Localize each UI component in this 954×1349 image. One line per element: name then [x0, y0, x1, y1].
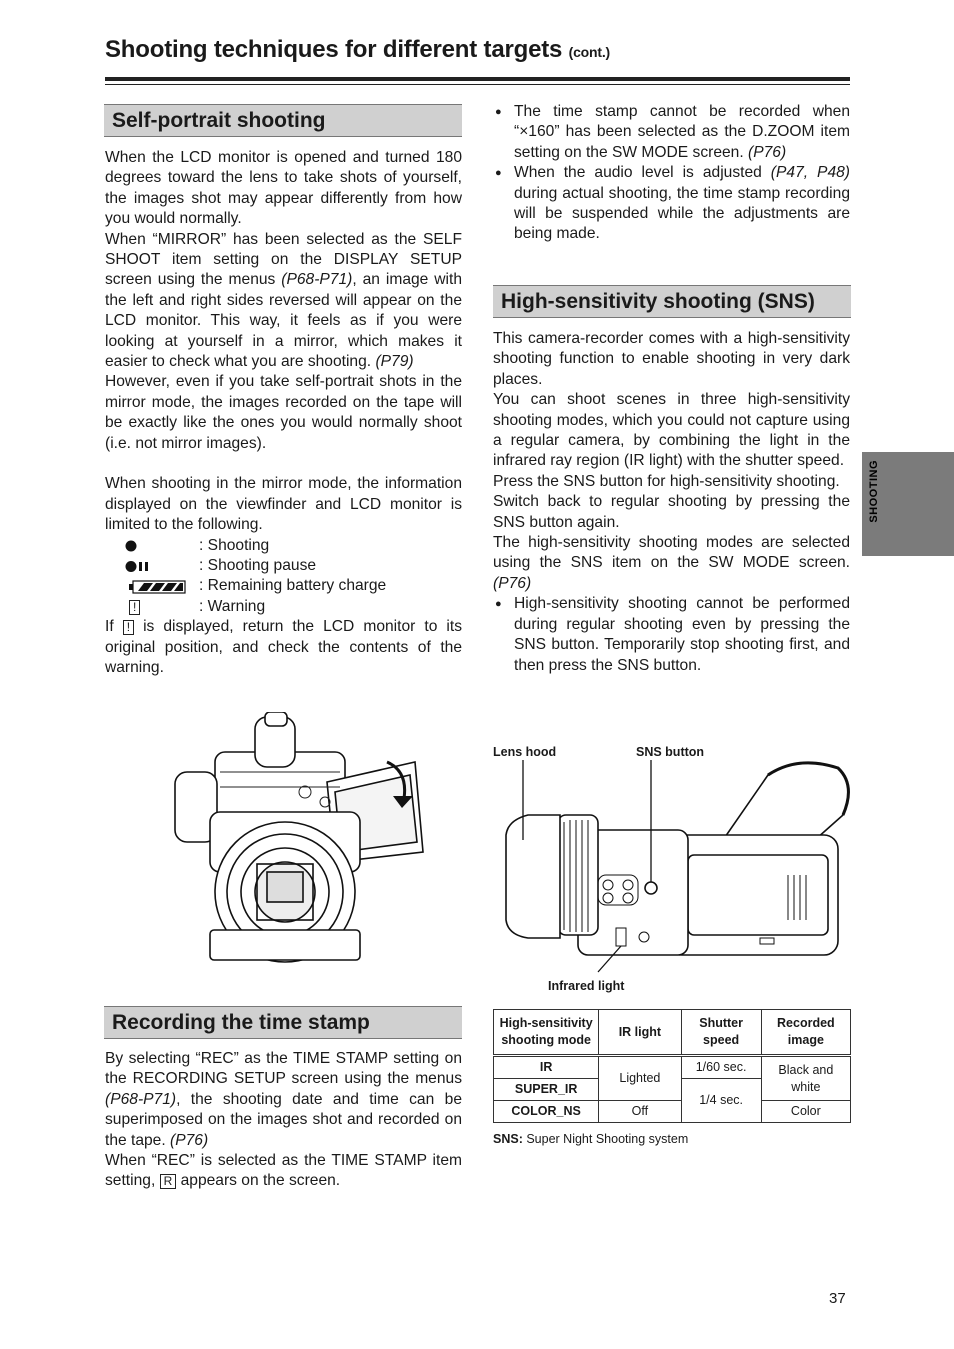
col-header: Recorded image: [761, 1010, 850, 1056]
page-number: 37: [829, 1290, 846, 1307]
mode-cell: IR: [494, 1056, 599, 1079]
self-portrait-p5: If ! is displayed, return the LCD monitor to its original position, and check the contents of the warning.: [105, 618, 463, 677]
legend-row: : Shooting: [105, 536, 462, 556]
pause-icon: [105, 560, 199, 573]
section-side-tab: SHOOTING: [862, 452, 954, 556]
self-portrait-heading: Self-portrait shooting: [104, 104, 462, 137]
image-cell: Black and white: [761, 1056, 850, 1101]
sns-body: [493, 329, 850, 676]
self-portrait-body: [105, 148, 462, 678]
time-stamp-p1: By selecting “REC” as the TIME STAMP setting on the RECORDING SETUP screen using the menus (P68-P71), the shooting date and time can be superimposed on the images shot and recorded on the tape. (P76): [105, 1050, 462, 1149]
page-title: Shooting techniques for different targets (cont.): [105, 36, 610, 63]
label-sns-button: SNS button: [636, 745, 705, 759]
time-stamp-note-2: ● When the audio level is adjusted (P47, P48) during actual shooting, the time stamp recording will be suspended while the adjustments are being made.: [493, 163, 850, 245]
sns-p4: Switch back to regular shooting by pressing the SNS button again.: [493, 493, 850, 531]
mode-cell: COLOR_NS: [494, 1101, 599, 1123]
sns-mode-table: [493, 1009, 851, 1123]
sns-note-1: ● High-sensitivity shooting cannot be performed during regular shooting even by pressing the SNS button. Temporarily stop shooting first, and then press the SNS button.: [493, 594, 850, 676]
time-stamp-notes: [493, 102, 850, 245]
legend-row: : Remaining battery charge: [105, 576, 462, 596]
time-stamp-body: [105, 1049, 462, 1192]
title-cont: (cont.): [568, 44, 610, 60]
ir-cell: Off: [599, 1101, 681, 1123]
self-portrait-p3: However, even if you take self-portrait shots in the mirror mode, the images recorded on the tape will be exactly like the ones you would normally shoot (i.e. not mirror images).: [105, 373, 462, 452]
battery-icon: [105, 580, 199, 594]
self-portrait-p2: When “MIRROR” has been selected as the SELF SHOOT item setting on the DISPLAY SETUP screen using the menus (P68-P71), an image with the left and right sides reversed will appear on the LCD monitor. This way, it feels as if you were looking at yourself in a mirror, which makes it easier to check what you are shooting. (P79): [105, 230, 462, 371]
speed-cell: 1/4 sec.: [681, 1079, 761, 1123]
table-row: [494, 1056, 851, 1079]
legend-row: ! : Warning: [105, 597, 462, 617]
speed-cell: 1/60 sec.: [681, 1056, 761, 1079]
label-infrared-light: Infrared light: [548, 979, 625, 993]
mode-cell: SUPER_IR: [494, 1079, 599, 1101]
table-row: [494, 1101, 851, 1123]
mirror-legend: [105, 536, 462, 618]
time-stamp-note-1: ● The time stamp cannot be recorded when “×160” has been selected as the D.ZOOM item setting on the SW MODE screen. (P76): [493, 102, 850, 163]
warning-icon: !: [123, 620, 134, 635]
sns-p2: You can shoot scenes in three high-sensitivity shooting modes, which you could not capture using a regular camera, by combining the light in the infrared ray region (IR light) with the shutter speed.: [493, 391, 850, 470]
time-stamp-p2: When “REC” is selected as the TIME STAMP item setting, R appears on the screen.: [105, 1152, 462, 1190]
header-rule: [105, 77, 850, 81]
warning-icon: !: [105, 600, 199, 615]
image-cell: Color: [761, 1101, 850, 1123]
col-header: IR light: [599, 1010, 681, 1056]
time-stamp-heading: Recording the time stamp: [104, 1006, 462, 1039]
sns-footnote: SNS: Super Night Shooting system: [493, 1132, 689, 1146]
label-lens-hood: Lens hood: [493, 745, 557, 759]
camcorder-lcd-rotated-illustration: [155, 712, 430, 964]
legend-row: : Shooting pause: [105, 556, 462, 576]
self-portrait-p4: When shooting in the mirror mode, the information displayed on the viewfinder and LCD monitor is limited to the following.: [105, 475, 462, 534]
sns-heading: High-sensitivity shooting (SNS): [493, 285, 851, 318]
camcorder-sns-illustration: [498, 760, 853, 975]
ir-cell: Lighted: [599, 1056, 681, 1101]
record-dot-icon: [105, 540, 199, 552]
sns-p1: This camera-recorder comes with a high-sensitivity shooting function to enable shooting in very dark places.: [493, 330, 850, 388]
sns-p5: The high-sensitivity shooting modes are selected using the SNS item on the SW MODE screen. (P76): [493, 534, 850, 592]
col-header: Shutter speed: [681, 1010, 761, 1056]
table-header-row: [494, 1010, 851, 1056]
col-header: High-sensitivity shooting mode: [494, 1010, 599, 1056]
rec-stamp-icon: R: [160, 1174, 177, 1189]
sns-p3: Press the SNS button for high-sensitivity shooting.: [493, 472, 840, 490]
header-rule-thin: [105, 84, 850, 85]
self-portrait-p1: When the LCD monitor is opened and turned 180 degrees toward the lens to take shots of yourself, the images shot may appear differently from how you would normally.: [105, 149, 462, 228]
